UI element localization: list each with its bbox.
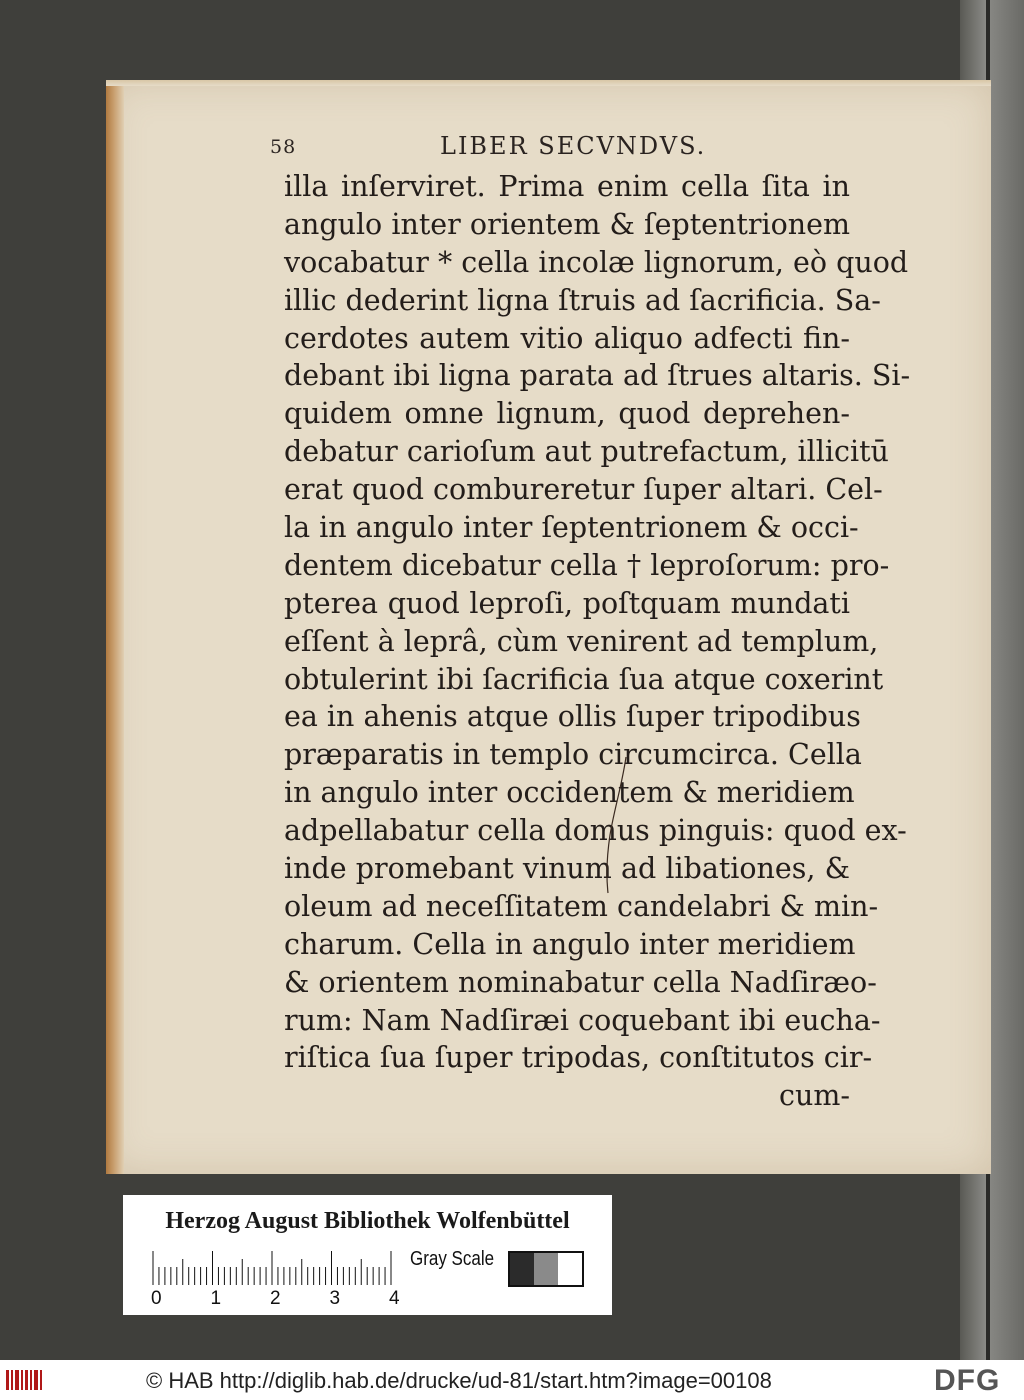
page-number: 58 bbox=[270, 136, 297, 158]
text-line: charum. Cella in angulo inter meridiem bbox=[284, 927, 856, 961]
text-line: debatur carioſum aut putrefactum, illicitū bbox=[284, 435, 889, 469]
hab-barcode-logo-icon bbox=[6, 1368, 46, 1392]
scale-ruler bbox=[151, 1247, 411, 1287]
text-line: obtulerint ibi ſacrificia ſua atque coxerint bbox=[284, 662, 884, 696]
text-line: la in angulo inter ſeptentrionem & occi- bbox=[284, 511, 859, 545]
text-line: in angulo inter occidentem & meridiem bbox=[284, 776, 855, 810]
text-line: quidem omne lignum, quod deprehen- bbox=[284, 397, 850, 431]
text-line: pterea quod leproſi, poſtquam mundati bbox=[284, 586, 850, 620]
text-line: ea in ahenis atque ollis ſuper tripodibus bbox=[284, 700, 861, 734]
text-line: vocabatur * cella incolæ lignorum, eò quod bbox=[284, 245, 909, 279]
text-line: inde promebant vinum ad libationes, & bbox=[284, 852, 850, 886]
text-line: adpellabatur cella domus pinguis: quod ex- bbox=[284, 814, 907, 848]
text-line: debant ibi ligna parata ad ſtrues altaris. Si- bbox=[284, 359, 911, 393]
gray-scale-swatches bbox=[508, 1251, 584, 1287]
running-title: LIBER SECVNDVS. bbox=[440, 132, 707, 160]
footer-bar bbox=[0, 1360, 1024, 1400]
text-line: rum: Nam Nadſiræi coquebant ibi eucha- bbox=[284, 1003, 881, 1037]
text-line: oleum ad neceſſitatem candelabri & min- bbox=[284, 889, 879, 923]
ruler-label: 3 bbox=[329, 1288, 341, 1309]
gray-swatch bbox=[558, 1253, 582, 1285]
text-line: præparatis in templo circumcirca. Cella bbox=[284, 738, 862, 772]
text-line: erat quod combureretur ſuper altari. Cel- bbox=[284, 473, 883, 507]
gray-scale-label: Gray Scale bbox=[410, 1248, 495, 1270]
library-color-card bbox=[123, 1195, 612, 1315]
ruler-label: 4 bbox=[389, 1288, 400, 1309]
page-header bbox=[270, 130, 830, 162]
gray-swatch bbox=[534, 1253, 558, 1285]
text-line: angulo inter orientem & ſeptentrionem bbox=[284, 207, 850, 241]
text-line: illic dederint ligna ſtruis ad ſacrificia. Sa- bbox=[284, 283, 881, 317]
ruler-label: 1 bbox=[210, 1288, 222, 1309]
text-line: eſſent à leprâ, cùm venirent ad templum, bbox=[284, 624, 879, 658]
body-text bbox=[284, 168, 911, 1115]
text-line: cum- bbox=[779, 1079, 850, 1113]
text-line: cerdotes autem vitio aliquo adfecti fin- bbox=[284, 321, 850, 355]
gray-swatch bbox=[510, 1253, 534, 1285]
ruler-label: 2 bbox=[270, 1288, 281, 1309]
text-line: illa inſerviret. Prima enim cella ſita in bbox=[284, 170, 850, 203]
dfg-logo: DFG bbox=[934, 1364, 1001, 1397]
text-line: riſtica ſua ſuper tripodas, conſtitutos cir- bbox=[284, 1041, 873, 1075]
text-line: & orientem nominabatur cella Nadſiræo- bbox=[284, 965, 877, 999]
ruler-labels bbox=[143, 1288, 443, 1312]
text-line: dentem dicebatur cella † leproſorum: pro- bbox=[284, 548, 890, 582]
ink-stroke-mark bbox=[602, 755, 632, 895]
page-top-edge bbox=[106, 80, 991, 86]
ruler-label: 0 bbox=[151, 1288, 162, 1309]
library-name: Herzog August Bibliothek Wolfenbüttel bbox=[165, 1208, 570, 1234]
footer-credit-link[interactable]: © HAB http://diglib.hab.de/drucke/ud-81/start.htm?image=00108 bbox=[146, 1368, 772, 1393]
page-edge bbox=[106, 80, 124, 1174]
